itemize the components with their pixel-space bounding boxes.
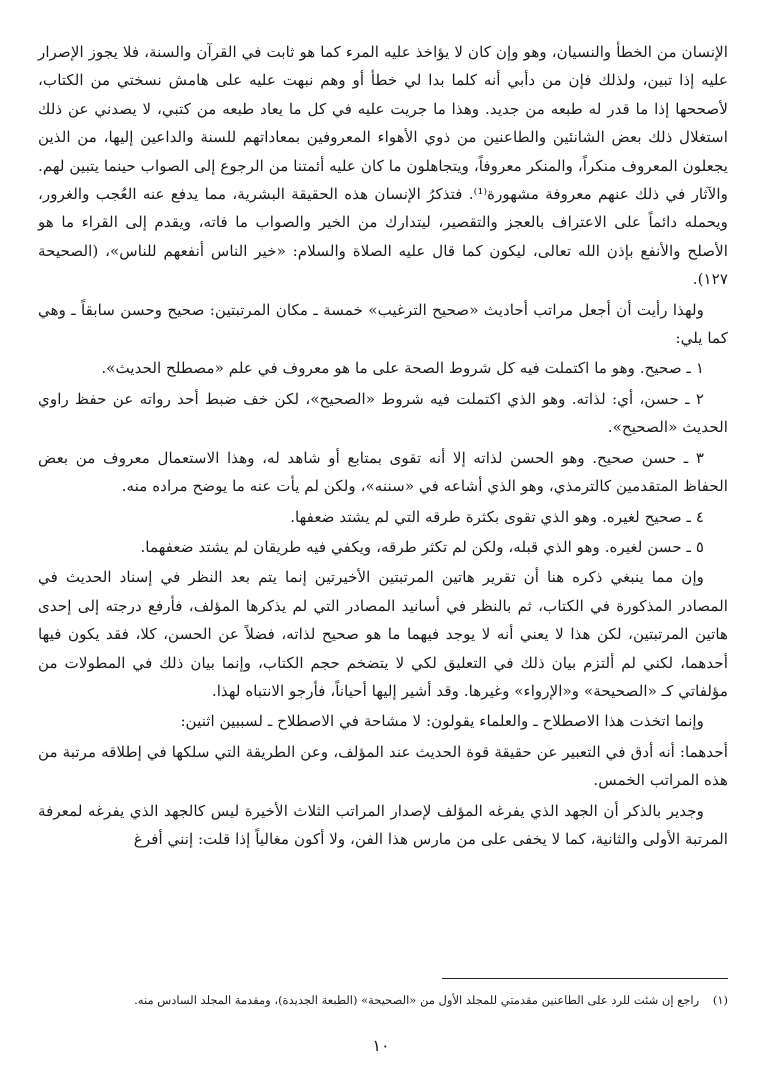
paragraph-2: ولهذا رأيت أن أجعل مراتب أحاديث «صحيح الترغيب» خمسة ـ مكان المرتبتين: صحيح وحسن سابقاً ـ وهي كما يلي: (38, 300, 728, 348)
paragraph-10: أحدهما: أنه أدق في التعبير عن حقيقة قوة الحديث عند المؤلف، وعن الطريقة التي سلكها في إطلاقه مرتبة من هذه المراتب الخمس. (38, 742, 728, 790)
main-text (38, 38, 728, 853)
paragraph-4: ٢ ـ حسن، أي: لذاته. وهو الذي اكتملت فيه شروط «الصحيح»، لكن خف ضبط أحد رواته عن حفظ راوي الحديث «الصحيح». (38, 389, 728, 437)
paragraph-1: الإنسان من الخطأ والنسيان، وهو وإن كان لا يؤاخذ عليه المرء كما هو ثابت في القرآن والسنة، فلا يجوز الإصرار عليه إذا تبين، ولذلك فإن من دأبي أنه كلما بدا لي خطأ أو وهم نبهت عليه على هامش نسختي من الكتاب، لأصححها إذا ما قدر له طبعه من جديد. وهذا ما جريت عليه في كل ما يعاد طبعه من كتبي، لا يصدني عن ذلك استغلال ذلك بعض الشانئين والطاعنين من ذوي الأهواء المعروفين بمعاداتهم للسنة والداعين إليها، من الذين يجعلون المعروف منكراً، والمنكر معروفاً، ويتجاهلون ما كان عليه أئمتنا من الرجوع إلى الصواب حينما يتبين لهم. والآثار في ذلك عنهم معروفة مشهورة⁽¹⁾. فتذكرُ الإنسان هذه الحقيقة البشرية، مما يدفع عنه العُجب والغرور، ويحمله دائماً على الاعتراف بالعجز والتقصير، ليتدارك من الخير والصواب ما فاته، ويقدم إلى القراء ما هو الأصلح والأنفع بإذن الله تعالى، ليكون كما قال عليه الصلاة والسلام: «خير الناس أنفعهم للناس»، (الصحيحة ١٢٧). (38, 43, 728, 289)
paragraph-3: ١ ـ صحيح. وهو ما اكتملت فيه كل شروط الصحة على ما هو معروف في علم «مصطلح الحديث». (101, 359, 704, 378)
footnote-divider (442, 978, 728, 979)
paragraph-6: ٤ ـ صحيح لغيره. وهو الذي تقوى بكثرة طرقه التي لم يشتد ضعفها. (290, 507, 704, 526)
footnote-text: راجع إن شئت للرد على الطاعنين مقدمتي للمجلد الأول من «الصحيحة» (الطبعة الجديدة)، ومقدمة المجلد السادس منه. (134, 993, 700, 1007)
page-number: ١٠ (372, 1036, 390, 1055)
paragraph-9: وإنما اتخذت هذا الاصطلاح ـ والعلماء يقولون: لا مشاحة في الاصطلاح ـ لسببين اثنين: (180, 712, 704, 731)
footnote (60, 990, 728, 1010)
footnote-number: (١) (712, 993, 728, 1007)
paragraph-7: ٥ ـ حسن لغيره. وهو الذي قبله، ولكن لم تكثر طرقه، ويكفي فيه طريقان لم يشتد ضعفهما. (140, 537, 704, 556)
paragraph-11: وجدير بالذكر أن الجهد الذي يفرغه المؤلف لإصدار المراتب الثلاث الأخيرة ليس كالجهد الذي يفرغه لمعرفة المرتبة الأولى والثانية، كما لا يخفى على من مارس هذا الفن، ولا أكون مغالياً إذا قلت: إنني أفرغ (38, 801, 728, 848)
paragraph-8: وإن مما ينبغي ذكره هنا أن تقرير هاتين المرتبتين الأخيرتين إنما يتم بعد النظر في إسناد الحديث في المصادر المذكورة في الكتاب، ثم بالنظر في أسانيد المصادر التي لم يذكرها المؤلف، فأرفع درجته إلى إحدى هاتين المرتبتين، لكن هذا لا يعني أنه لا يوجد فيهما ما هو صحيح لذاته، فضلاً عن الحسن، كلا، فقد يكون فيها أحدهما، لكني لم ألتزم بيان ذلك في التعليق لكي لا يتضخم حجم الكتاب، وإنما بيان ذلك في المطولات من مؤلفاتي كـ «الصحيحة» و«الإرواء» وغيرها. وقد أشير إليها أحياناً، فأرجو الانتباه لهذا. (38, 568, 728, 700)
paragraph-5: ٣ ـ حسن صحيح. وهو الحسن لذاته إلا أنه تقوى بمتابع أو شاهد له، وهذا الاستعمال معروف من بعض الحفاظ المتقدمين كالترمذي، وهو الذي أشاعه في «سننه»، ولكن لم يأت عنه ما يوضح مراده منه. (38, 448, 728, 496)
